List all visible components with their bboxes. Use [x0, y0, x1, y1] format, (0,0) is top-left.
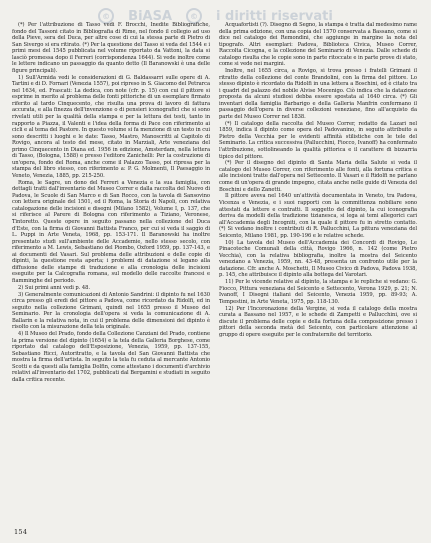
- note-paragraph: Inoltre, nel 1655 circa, a Rovigo, si trova presso i fratelli Grimani il ritratto della collezione del conte Brandolini, con la firma del pittore. Lo stesso dipinto è ricordato da Ridolfi in una lettera a Boschini, ed è citato tra i quadri del palazzo del nobile Alvise Mocenigo. Ciò indica che la datazione proposta da alcuni studiosi debba essere spostata al 1640 circa. (*) Gli inventari della famiglia Barbarigo e della Galleria Manfrin confermano il passaggio dell'opera in diverse collezioni veneziane, fino all'acquisto da parte del Museo Correr nel 1838.: [219, 68, 417, 120]
- note-paragraph: 11) Per le vicende relative al dipinto, la stampa e le repliche si vedano: G. Fiocco, Pittura veneziana del Seicento e Settecento, Verona 1929, p. 21; N. Ivanoff, I Disegni italiani del Seicento, Venezia 1959, pp. 89-93; A. Tempestini, in Arte Veneta, 1975, pp. 118-130.: [219, 279, 417, 305]
- note-paragraph: 4) Il Museo del Prado, fondo della Collezione Canziani del Prado, contiene la prima versione del dipinto (1654) e la tela della Galleria Borghese, come riportato dal catalogo dell'Esposizione, Venezia, 1959, pp. 137-155, Sebastiano Ricci, Autoritratto, e la tavola del San Giovanni Battista che mostra la firma dell'artista. In seguito la tela fu ceduta al mercante Antonio Scotti e da questi alla famiglia Dolfin, come attestano i documenti d'archivio relativi all'inventario del 1702, pubblicati dal Bergamini e studiati in seguito dalla critica recente.: [12, 331, 210, 384]
- copyright-seal-icon-2: ©: [186, 8, 202, 24]
- note-paragraph: (*) Il catalogo della raccolta del Museo Correr, redatto da Lazari nel 1859, indica il dipinto come opera del Padovanino, in seguito attribuito a Pietro della Vecchia per le evidenti affinità stilistiche con le tele del Seminario. La critica successiva (Pallucchini, Fiocco, Ivanoff) ha confermato l'attribuzione, sottolineando la qualità pittorica e il carattere di bizzarria tipico del pittore.: [219, 120, 417, 160]
- note-paragraph: Roma, le Sagre, un dono del Ferreri a Venezia e la sua famiglia, con dettagli tratti dall'inventario del Museo Correr e dalla raccolta del Nuovo di Padova, le Scuole di San Marco e di San Rocco, con la tavola di Sansovino con lettera originale del 1501, ed il Roma, la Storia di Napoli, con relativa catalogazione delle incisioni e disegni (Milano 1582), Volume I, p. 137, che si riferisce al Parere di Bologna con riferimento a Tiziano, Veronese, Tintoretto. Queste opere in seguito passano nella collezione del Duca d'Este, con la firma di Giovanni Battista Franco, per cui si veda il saggio di L. Puppi in Arte Veneta, 1968, pp. 153-171. Il Baranowski ha inoltre presentato studi sull'ambiente delle Accademie, nello stesso secolo, con riferimento a M. Lewis, Sebastiano del Piombo, Oxford 1959, pp. 137-143, e ai documenti del Vasari. Sul problema delle attribuzioni e delle copie di dipinti, la questione resta aperta; i problemi di datazione si legano alla diffusione delle stampe di traduzione e alla cronologia delle incisioni eseguite per la Calcografia romana, sul modello delle raccolte francesi e fiamminghe del periodo.: [12, 179, 210, 284]
- watermark-site: BiASA: [128, 8, 173, 24]
- note-paragraph: (*) Per il disegno del dipinto di Santa Maria della Salute si veda il catalogo del Museo Correr, con riferimento alle fonti, alla fortuna critica e alle incisioni tratte dall'opera nel Settecento. Il Vasari e il Ridolfi ne parlano come di un'opera di grande impegno, citata anche nelle guide di Venezia del Boschini e dello Zanetti.: [219, 160, 417, 193]
- note-paragraph: (*) Per l'attribuzione di Tasso vedi F. Brocchi, Inedite Bibliografiche, fondo del Tassoni citato in Bibliografia di Rime, nel fondo il collegio ad uso della Pieve, sera del Duca, per altre cose di cui la stessa parte di Pietro di San Sivergo si era ritirato. (*) Per la questione del Tasso si veda del 1544 e i primi mesi del 1545 pubblicata nel volume riportato da Vattoni, la data si lasciò promessa dopo il Ferreri (corrispondenza 1644). Si vede inoltre come le lettere indicano un passaggio da quanto detto (Il Baranowski è una delle figure principali).: [12, 22, 210, 74]
- page-number: 154: [14, 528, 28, 536]
- note-paragraph: Acquafortisti (?). Disegno di Segno, la stampa è tratta dal medesimo rame della prima edizione, con una copia del 1570 conservata a Bassano, come si dice nel catalogo dei Remondini, che aggiunge in margine la nota del tipografo. Altri esemplari: Padova, Biblioteca Civica, Museo Correr, Raccolta Cicogna, e la collezione del Seminario di Venezia. Dalle schede di catalogo risulta che le copie sono in parte ritoccate e in parte prove di stato, come si vede nei margini.: [219, 22, 417, 68]
- note-paragraph: 3) Generalmente comunicazioni di Antonio Sandrini: il dipinto fu nel 1630 circa presso gli eredi del pittore a Padova, come ricordato da Ridolfi, ed in seguito nella collezione Grimani, quindi nel 1655 presso il Museo del Seminario. Per la cronologia dell'opera si veda la comunicazione di A. Ballarin e la relativa nota, in cui il problema delle dimensioni del dipinto è risolto con la misurazione della tela originale.: [12, 291, 210, 331]
- note-paragraph: 10) La tavola del Museo dell'Accademia dei Concordi di Rovigo, Le Pinacoteche Comunali della città, Rovigo 1966, n. 142 (come Pietro Vecchia), con la relativa bibliografia, inoltre la mostra del Seicento veneziano a Venezia, 1959, nn. 43-48, presenta un confronto utile per la datazione. Cfr. anche A. Moschetti, Il Museo Civico di Padova, Padova 1938, p. 145, che attribuisce il dipinto alla bottega del Varotari.: [219, 239, 417, 279]
- note-paragraph: 1) Sull'Armida vedi le considerazioni di G. Baldassarri sulle opere di A. Tartini e di D. Fornari (Venezia 1557), poi ripreso in S. Giacomo del Petrarca nel 1634, ed. Frascati: La dedica, con note (cfr. p. 15) con cui il pittore si esprime in merito al problema delle fonti pittoriche di un esemplare firmato riferito al tardo Cinquecento, che risulta una prova di lavoro di fattura accurata, e alla finezza dell'invenzione o di pensieri iconografici che si sono rivelati utili per la qualità della stampa e per la lettura dei testi, tanto in rapporto a Piazza, il Valenti e l'idea della forma di Pace con riferimento ai cicli e al tema del Pastore. In questo volume si fa menzione di un testo in cui sono descritti i luoghi e le date: Tasso, Mastro, Manoscritti al Capitolo di Rovigo, ancora al testo del mese, citato in Marziali, Arte veneziana del primo Cinquecento in Diana ed. 1956 in edizione, Amsterdam, nella lettera di Tasso, (Bologna, 1588) e presso l'editore Zanichelli: Per la costruzione di un'opera, fondo del Roma, anche come il Palazzo Tasso, poi ripresa per la stampa del libro stesso, con riferimento a: P. G. Molmenti, Il Paesaggio in Veneto, Venezia, 1885, pp. 215-250.: [12, 74, 210, 179]
- note-paragraph: Il pittore aveva nel 1640 un'attività documentata in Veneto, tra Padova, Vicenza e Venezia, e i suoi rapporti con la committenza nobiliare sono attestati da lettere e contratti. Il soggetto del dipinto, la cui iconografia deriva da modelli della tradizione tizianesca, si lega ai temi allegorici cari all'Accademia degli Incogniti, con la quale il pittore fu in stretto contatto. (*) Si vedano inoltre i contributi di R. Pallucchini, La pittura veneziana del Seicento, Milano 1981, pp. 190-196 e le relative schede.: [219, 193, 417, 239]
- copyright-seal-icon: ©: [98, 8, 114, 24]
- left-column-notes: [12, 22, 210, 528]
- note-paragraph: 2) Sui primi anni vedi p. 48.: [18, 284, 90, 291]
- watermark-rights: i diritti riservati: [216, 8, 333, 24]
- right-column-notes: [219, 22, 417, 528]
- note-paragraph: 12) Per l'Incoronazione della Vergine, si veda il catalogo della mostra curata a Bassano nel 1957, e le schede di Zampetti e Pallucchini, ove si discute il problema delle copie e della fortuna della composizione presso i pittori della seconda metà del Seicento, con particolare attenzione al gruppo di opere eseguite per le confraternite del territorio.: [219, 305, 417, 338]
